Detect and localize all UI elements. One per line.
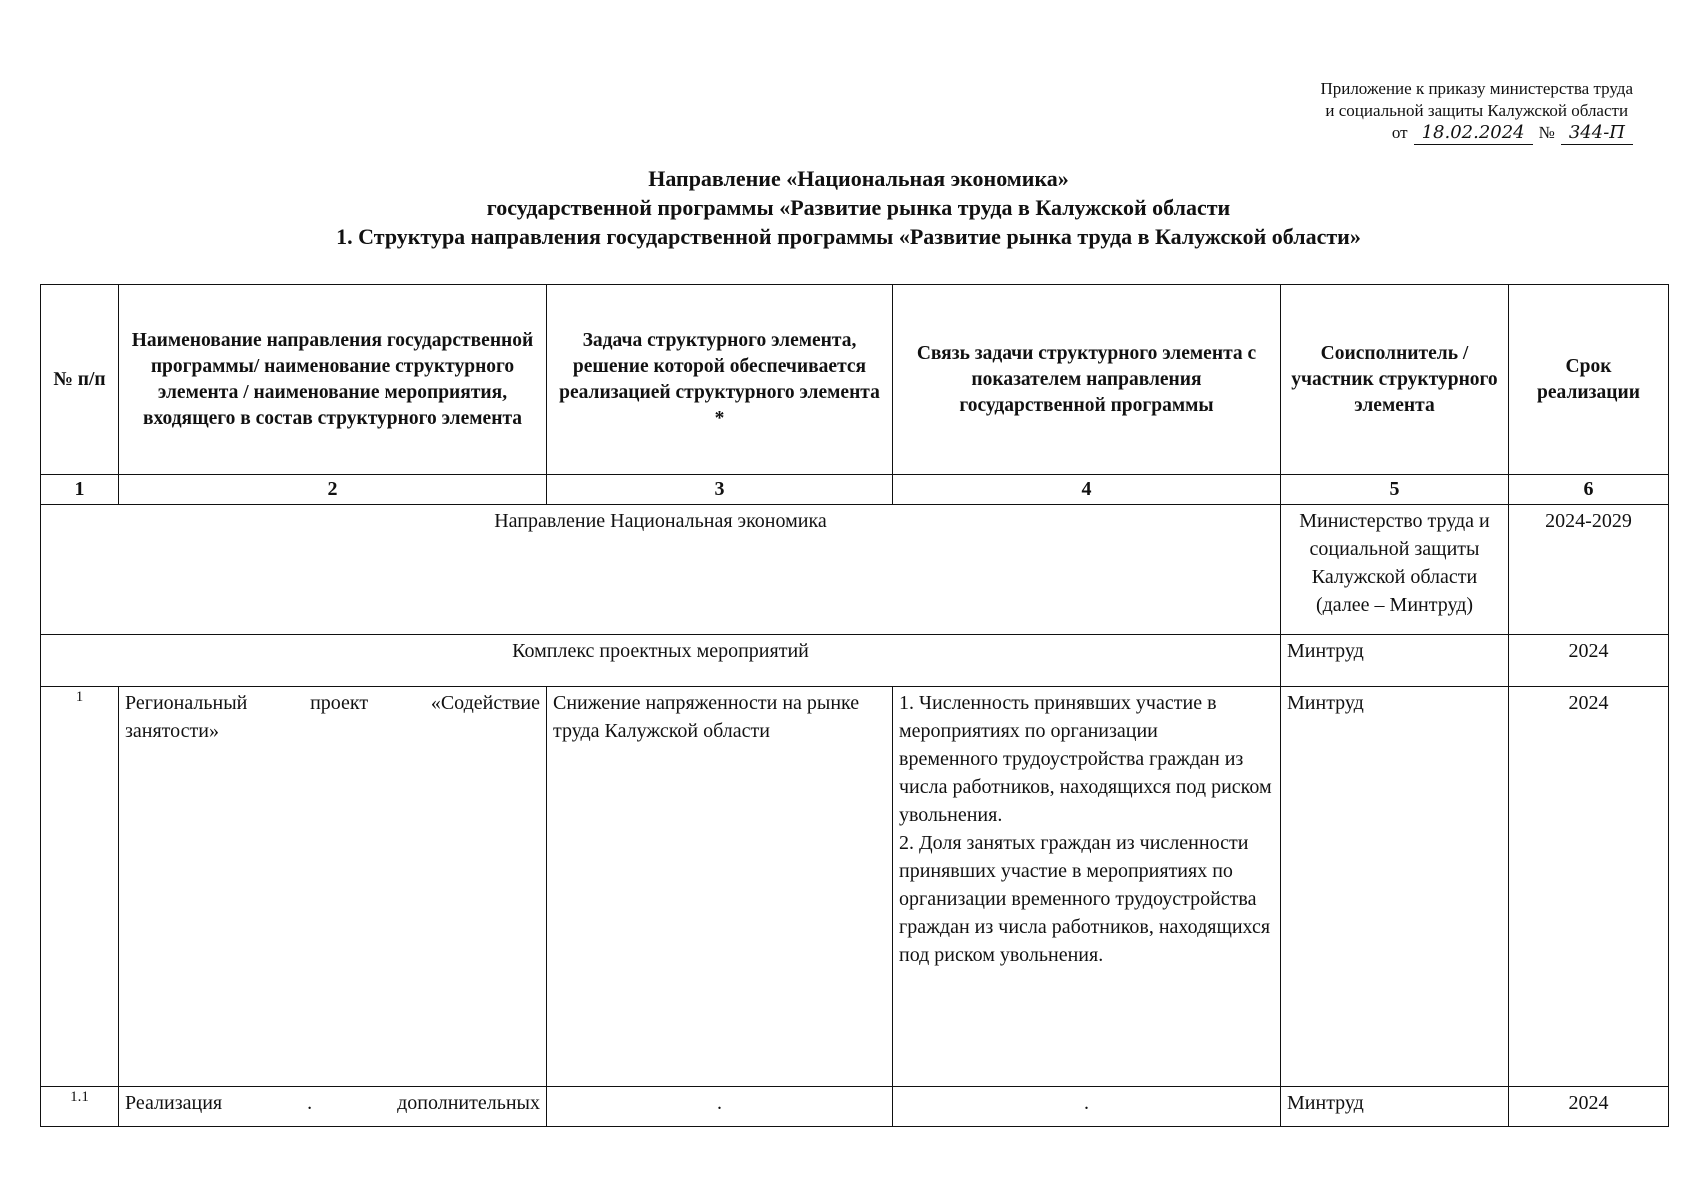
number-label: № bbox=[1538, 123, 1555, 142]
header-executor: Соисполнитель / участник структурного элемента bbox=[1281, 285, 1509, 475]
header-task: Задача структурного элемента, решение которой обеспечивается реализацией структурного элемента * bbox=[547, 285, 893, 475]
order-number: 344-П bbox=[1561, 122, 1633, 145]
column-number: 6 bbox=[1509, 475, 1669, 505]
project-link-1: 1. Численность принявших участие в мероприятиях по организации bbox=[899, 692, 1217, 742]
column-number: 3 bbox=[547, 475, 893, 505]
appendix-line-1: Приложение к приказу министерства труда bbox=[1320, 79, 1633, 98]
project-link-3: 2. Доля занятых граждан из численности принявших участие в мероприятиях по организации временного трудоустройства граждан из числа работников, находящихся под риском увольнения. bbox=[899, 832, 1271, 966]
project-name-line-2: занятости» bbox=[125, 720, 219, 742]
project-name bbox=[119, 687, 547, 1087]
column-numbers-row bbox=[41, 475, 1669, 505]
subproject-row bbox=[41, 1087, 1669, 1127]
subproject-task: . bbox=[547, 1087, 893, 1127]
project-executor: Минтруд bbox=[1281, 687, 1509, 1087]
column-number: 2 bbox=[119, 475, 547, 505]
project-period: 2024 bbox=[1509, 687, 1669, 1087]
header-link: Связь задачи структурного элемента с показателем направления государственной программы bbox=[893, 285, 1281, 475]
direction-row bbox=[41, 505, 1669, 635]
document-titles bbox=[0, 164, 1697, 251]
column-number: 5 bbox=[1281, 475, 1509, 505]
direction-period: 2024-2029 bbox=[1509, 505, 1669, 635]
column-number: 1 bbox=[41, 475, 119, 505]
header-num: № п/п bbox=[41, 285, 119, 475]
project-num: 1 bbox=[41, 687, 119, 1087]
header-row bbox=[41, 285, 1669, 475]
appendix-line-2: и социальной защиты Калужской области bbox=[1325, 101, 1629, 120]
project-link bbox=[893, 687, 1281, 1087]
direction-executor: Министерство труда и социальной защиты Калужской области (далее – Минтруд) bbox=[1281, 505, 1509, 635]
structure-table bbox=[40, 284, 1669, 1127]
subproject-period: 2024 bbox=[1509, 1087, 1669, 1127]
subproject-name: Реализация . дополнительных bbox=[119, 1087, 547, 1127]
project-task: Снижение напряженности на рынке труда Калужской области bbox=[547, 687, 893, 1087]
title-line-3: 1. Структура направления государственной программы «Развитие рынка труда в Калужской области» bbox=[336, 224, 1361, 249]
subproject-num: 1.1 bbox=[41, 1087, 119, 1127]
column-number: 4 bbox=[893, 475, 1281, 505]
direction-name: Направление Национальная экономика bbox=[41, 505, 1281, 635]
order-line bbox=[1320, 122, 1633, 145]
title-line-2: государственной программы «Развитие рынка труда в Калужской области bbox=[486, 195, 1231, 220]
header-name: Наименование направления государственной программы/ наименование структурного элемента / наименование мероприятия, входящего в состав структурного элемента bbox=[119, 285, 547, 475]
order-date: 18.02.2024 bbox=[1414, 122, 1533, 145]
appendix-block bbox=[1320, 78, 1633, 145]
project-link-2: временного трудоустройства граждан из числа работников, находящихся под риском увольнения. bbox=[899, 748, 1272, 826]
title-line-1: Направление «Национальная экономика» bbox=[648, 166, 1069, 191]
project-row bbox=[41, 687, 1669, 1087]
complex-period: 2024 bbox=[1509, 635, 1669, 687]
header-period: Срок реализации bbox=[1509, 285, 1669, 475]
subproject-link: . bbox=[893, 1087, 1281, 1127]
complex-row bbox=[41, 635, 1669, 687]
complex-name: Комплекс проектных мероприятий bbox=[41, 635, 1281, 687]
project-name-line-1: Региональный проект «Содействие bbox=[125, 692, 540, 714]
complex-executor: Минтруд bbox=[1281, 635, 1509, 687]
subproject-executor: Минтруд bbox=[1281, 1087, 1509, 1127]
from-label: от bbox=[1391, 123, 1408, 142]
